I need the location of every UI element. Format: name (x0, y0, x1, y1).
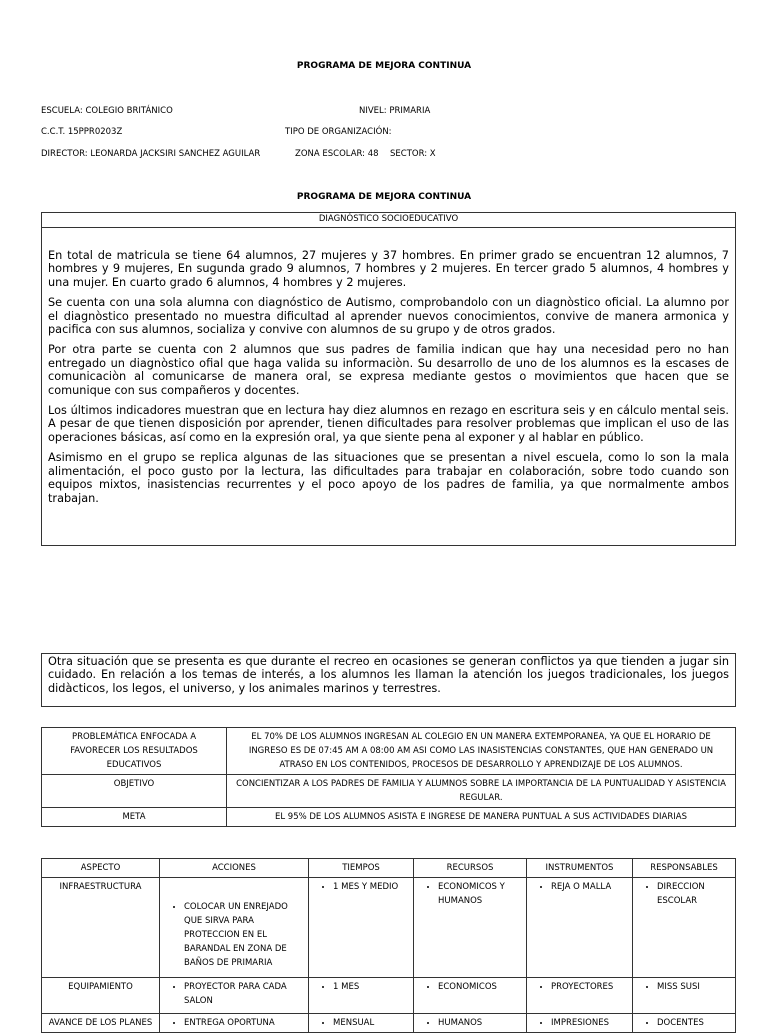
diagnostic-continuation-box (41, 653, 736, 707)
section-title: PROGRAMA DE MEJORA CONTINUA (296, 192, 472, 202)
instruments-cell (527, 878, 633, 978)
list-item: • REJA O MALLA (551, 880, 628, 894)
list-item: • MENSUAL (333, 1016, 409, 1030)
header-times: TIEMPOS (309, 859, 414, 878)
list-item: • PROYECTOR PARA CADA SALON (184, 980, 304, 1008)
diagnostic-box (41, 212, 736, 546)
table-header-row (42, 859, 736, 878)
actions-cell (160, 978, 309, 1014)
resources-cell (414, 878, 527, 978)
responsible-cell (633, 1014, 736, 1033)
header-responsible: RESPONSABLES (633, 859, 736, 878)
list-item: • HUMANOS (438, 1016, 522, 1030)
list-item: • 1 MES Y MEDIO (333, 880, 409, 894)
school-level: NIVEL: PRIMARIA (359, 106, 431, 116)
instruments-cell (527, 978, 633, 1014)
list-item: • ECONOMICOS Y HUMANOS (438, 880, 522, 908)
problem-label: PROBLEMÁTICA ENFOCADA A FAVORECER LOS RESULTADOS EDUCATIVOS (42, 728, 227, 775)
aspect-cell: AVANCE DE LOS PLANES (42, 1014, 160, 1033)
action-plan-table (41, 858, 736, 1033)
director-name: DIRECTOR: LEONARDA JACKSIRI SANCHEZ AGUILAR (41, 149, 261, 159)
diagnostic-paragraph: En total de matricula se tiene 64 alumnos, 27 mujeres y 37 hombres. En primer grado se encuentran 12 alumnos, 7 hombres y 9 mujeres, En sugunda grado 9 alumnos, 7 hombres y 2 mujeres. En tercer grado 5 alumnos, 4 hombres y una mujer. En cuarto grado 6 alumnos, 4 hombres y 2 mujeres. (48, 249, 729, 289)
diagnostic-paragraph: Se cuenta con una sola alumna con diagnóstico de Autismo, comprobandolo con un diagnòstico oficial. La alumno por el diagnòstico presentado no muestra dificultad al aprender nuevos conocimientos, convive de manera armonica y pacifica con sus alumnos, socializa y convive con alumnos de su grupo y de otros grados. (48, 296, 729, 337)
objective-value: CONCIENTIZAR A LOS PADRES DE FAMILIA Y ALUMNOS SOBRE LA IMPORTANCIA DE LA PUNTUALIDAD Y ASISTENCIA REGULAR. (227, 775, 736, 808)
diagnostic-paragraph: Asimismo en el grupo se replica algunas de las situaciones que se presentan a nivel escuela, como lo son la mala alimentación, el poco gusto por la lectura, las dificultades para trabajar en colaboración, sobre todo cuando son equipos mixtos, inasistencias recurrentes y el poco apoyo de los padres de familia, ya que normalmente ambos trabajan. (48, 451, 729, 505)
list-item: • ENTREGA OPORTUNA (184, 1016, 304, 1030)
times-cell (309, 978, 414, 1014)
table-row (42, 878, 736, 978)
goal-label: META (42, 808, 227, 827)
problem-value: EL 70% DE LOS ALUMNOS INGRESAN AL COLEGIO EN UN MANERA EXTEMPORANEA, YA QUE EL HORARIO DE INGRESO ES DE 07:45 AM A 08:00 AM ASI COMO LAS INASISTENCIAS CONSTANTES, QUE HAN GENERADO UN ATRASO EN LOS CONTENIDOS, PROCESOS DE DESARROLLO Y APRENDIZAJE DE LOS ALUMNOS. (227, 728, 736, 775)
list-item: • COLOCAR UN ENREJADO QUE SIRVA PARA PROTECCION EN EL BARANDAL EN ZONA DE BAÑOS DE PRIMARIA (184, 900, 304, 970)
list-item: • DIRECCION ESCOLAR (657, 880, 731, 908)
list-item: • ECONOMICOS (438, 980, 522, 994)
times-cell (309, 878, 414, 978)
diagnostic-paragraph: Los últimos indicadores muestran que en lectura hay diez alumnos en rezago en escritura seis y en cálculo mental seis. A pesar de que tienen disposición por aprender, tienen dificultades para resolver problemas que implican el uso de las operaciones básicas, así como en la expresión oral, ya que siente pena al exponer y al hablar en público. (48, 404, 729, 444)
table-row (42, 978, 736, 1014)
diagnostic-heading: DIAGNÓSTICO SOCIOEDUCATIVO (42, 213, 735, 228)
table-row (42, 728, 736, 775)
responsible-cell (633, 978, 736, 1014)
goal-value: EL 95% DE LOS ALUMNOS ASISTA E INGRESE DE MANERA PUNTUAL A SUS ACTIVIDADES DIARIAS (227, 808, 736, 827)
diagnostic-continuation: Otra situación que se presenta es que durante el recreo en ocasiones se generan conflictos ya que tienden a jugar sin cuidado. En relación a los temas de interés, a los alumnos les llaman la atención los juegos tradicionales, los juegos didàcticos, los legos, el universo, y los animales marinos y terrestres. (48, 655, 729, 695)
header-aspect: ASPECTO (42, 859, 160, 878)
list-item: • IMPRESIONES (551, 1016, 628, 1030)
times-cell (309, 1014, 414, 1033)
aspect-cell: EQUIPAMIENTO (42, 978, 160, 1014)
resources-cell (414, 978, 527, 1014)
school-cct: C.C.T. 15PPR0203Z (41, 127, 123, 137)
school-sector: SECTOR: X (390, 149, 436, 159)
instruments-cell (527, 1014, 633, 1033)
diagnostic-paragraph: Por otra parte se cuenta con 2 alumnos que sus padres de familia indican que hay una necesidad pero no han entregado un diagnòstico ofial que haga valida su informaciòn. Su desarrollo de uno de los alumnos es la escases de comunicaciòn al comunicarse de manera oral, se expresa mediante gestos o movimientos que hacen que se comunique con sus compañeros y docentes. (48, 343, 729, 397)
table-row (42, 808, 736, 827)
document-title: PROGRAMA DE MEJORA CONTINUA (296, 61, 472, 71)
school-name: ESCUELA: COLEGIO BRITÁNICO (41, 106, 173, 116)
objective-label: OBJETIVO (42, 775, 227, 808)
diagnostic-body (42, 228, 735, 505)
responsible-cell (633, 878, 736, 978)
school-zone: ZONA ESCOLAR: 48 (295, 149, 379, 159)
list-item: • MISS SUSI (657, 980, 731, 994)
header-actions: ACCIONES (160, 859, 309, 878)
problem-table (41, 727, 736, 827)
header-instruments: INSTRUMENTOS (527, 859, 633, 878)
actions-cell (160, 878, 309, 978)
header-resources: RECURSOS (414, 859, 527, 878)
list-item: • 1 MES (333, 980, 409, 994)
resources-cell (414, 1014, 527, 1033)
organization-type: TIPO DE ORGANIZACIÓN: (285, 127, 392, 137)
actions-cell (160, 1014, 309, 1033)
aspect-cell: INFRAESTRUCTURA (42, 878, 160, 978)
list-item: • PROYECTORES (551, 980, 628, 994)
table-row (42, 1014, 736, 1033)
list-item: • DOCENTES (657, 1016, 731, 1030)
table-row (42, 775, 736, 808)
